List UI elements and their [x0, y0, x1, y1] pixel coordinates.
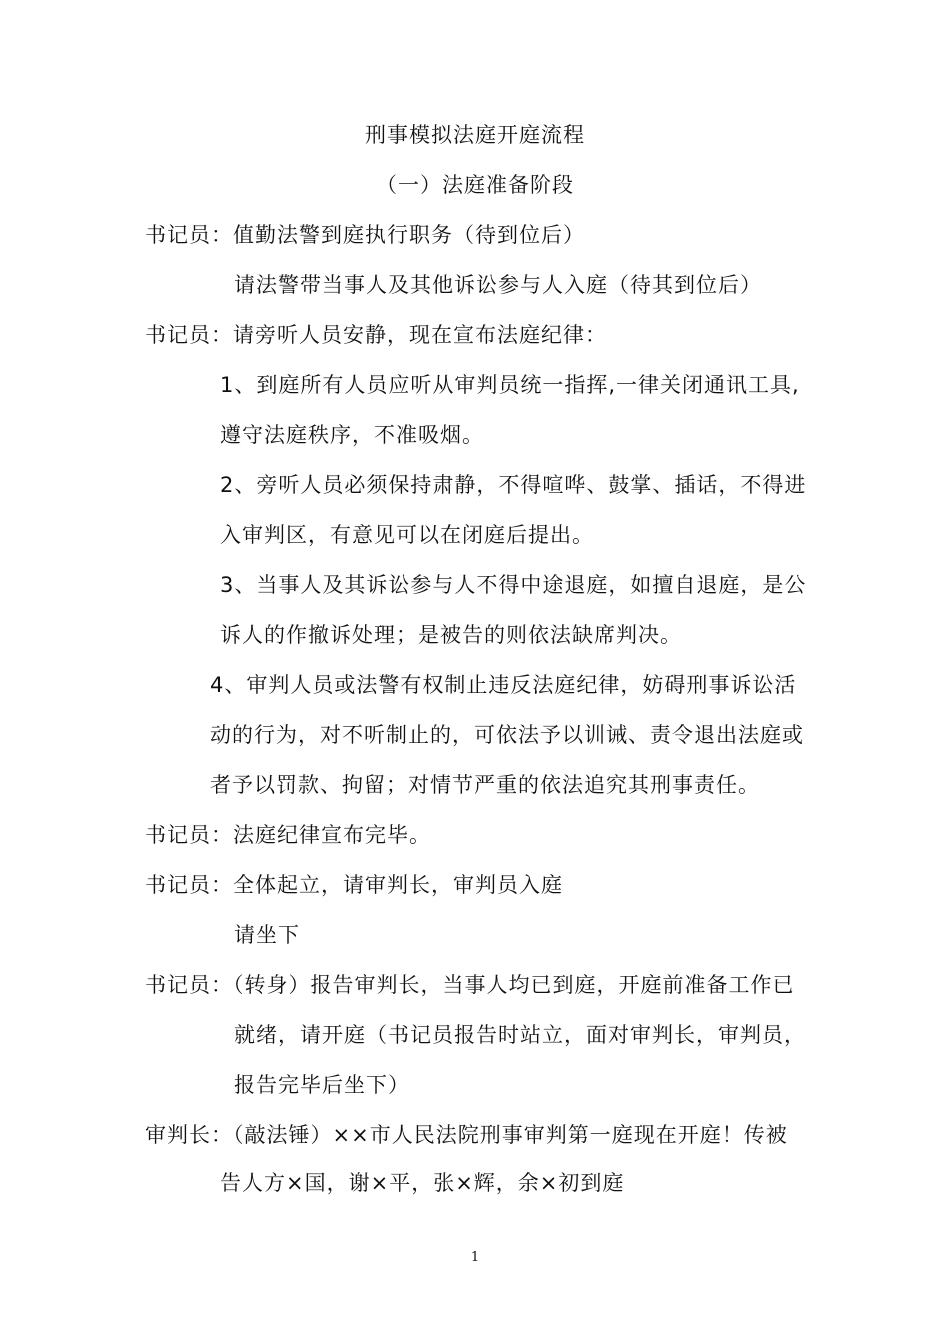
paragraph-line: 者予以罚款、拘留；对情节严重的依法追究其刑事责任。	[210, 773, 760, 797]
document-title: 刑事模拟法庭开庭流程	[365, 123, 585, 147]
paragraph-line: 书记员：（转身）报告审判长，当事人均已到庭，开庭前准备工作已	[145, 973, 795, 997]
paragraph-line: 审判长：（敲法锤）××市人民法院刑事审判第一庭现在开庭！传被	[145, 1123, 788, 1147]
page-number: 1	[470, 1250, 480, 1265]
paragraph-line: 3、当事人及其诉讼参与人不得中途退庭，如擅自退庭，是公	[220, 573, 807, 597]
paragraph-line: 动的行为，对不听制止的，可依法予以训诫、责令退出法庭或	[210, 723, 804, 747]
paragraph-line: 书记员：请旁听人员安静，现在宣布法庭纪律：	[145, 323, 607, 347]
paragraph-line: 请法警带当事人及其他诉讼参与人入庭（待其到位后）	[234, 273, 762, 297]
paragraph-line: 入审判区，有意见可以在闭庭后提出。	[220, 523, 594, 547]
paragraph-line: 2、旁听人员必须保持肃静，不得喧哗、鼓掌、插话，不得进	[220, 473, 807, 497]
paragraph-line: 诉人的作撤诉处理；是被告的则依法缺席判决。	[220, 623, 682, 647]
paragraph-line: 1、到庭所有人员应听从审判员统一指挥,一律关闭通讯工具,	[220, 373, 800, 397]
paragraph-line: 书记员：全体起立，请审判长，审判员入庭	[145, 873, 563, 897]
paragraph-line: 告人方×国，谢×平，张×辉，余×初到庭	[220, 1171, 625, 1195]
paragraph-line: 就绪，请开庭（书记员报告时站立，面对审判长，审判员，	[234, 1023, 806, 1047]
paragraph-line: 4、审判人员或法警有权制止违反法庭纪律，妨碍刑事诉讼活	[210, 673, 797, 697]
paragraph-line: 书记员：值勤法警到庭执行职务（待到位后）	[145, 223, 585, 247]
section-heading: （一）法庭准备阶段	[376, 173, 574, 197]
paragraph-line: 报告完毕后坐下）	[234, 1073, 410, 1097]
paragraph-line: 书记员：法庭纪律宣布完毕。	[145, 823, 431, 847]
paragraph-line: 请坐下	[234, 923, 300, 947]
paragraph-line: 遵守法庭秩序，不准吸烟。	[220, 423, 484, 447]
